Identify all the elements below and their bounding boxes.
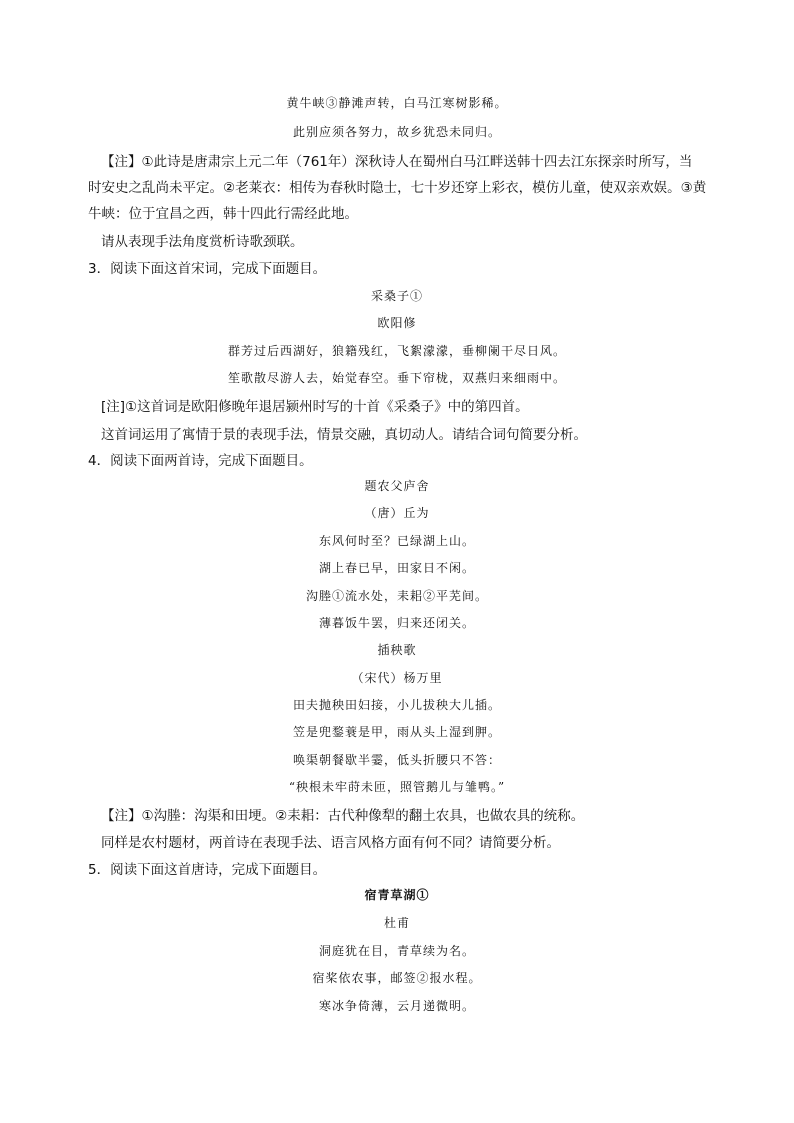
note-line: 时安史之乱尚未平定。②老莱衣：相传为春秋时隐士，七十岁还穿上彩衣，模仿儿童，使双亲欢娱。③黄 bbox=[88, 180, 707, 196]
poem-line: 湖上春已早，田家日不闲。 bbox=[318, 561, 475, 575]
poem-title: 插秧歌 bbox=[377, 643, 417, 657]
question-heading: 3．阅读下面这首宋词，完成下面题目。 bbox=[88, 261, 327, 277]
poem-line: 笙歌散尽游人去，始觉春空。垂下帘栊，双燕归来细雨中。 bbox=[227, 371, 566, 385]
question-heading: 5．阅读下面这首唐诗，完成下面题目。 bbox=[88, 862, 327, 878]
note-line: 牛峡：位于宜昌之西，韩十四此行需经此地。 bbox=[88, 206, 358, 222]
poem-author: 欧阳修 bbox=[377, 316, 417, 330]
poem-line: 群芳过后西湖好，狼籍残红，飞絮濛濛，垂柳阑干尽日风。 bbox=[227, 344, 566, 358]
poem-author: （宋代）杨万里 bbox=[351, 671, 443, 685]
note-line: [注]①这首词是欧阳修晚年退居颍州时写的十首《采桑子》中的第四首。 bbox=[101, 399, 529, 415]
poem-line: 洞庭犹在目，青草续为名。 bbox=[318, 944, 475, 958]
poem-line: “秧根未牢莳未匝，照管鹅儿与雏鸭。” bbox=[288, 780, 506, 794]
poem-line: 沟塍①流水处，耒耜②平芜间。 bbox=[305, 589, 488, 603]
poem-line: 唤渠朝餐歇半霎，低头折腰只不答： bbox=[292, 753, 501, 767]
poem-line: 宿桨依农事，邮签②报水程。 bbox=[312, 971, 482, 985]
poem-title: 采桑子① bbox=[370, 289, 423, 303]
poem-line: 黄牛峡③静滩声转，白马江寒树影稀。 bbox=[286, 96, 508, 110]
question-prompt: 这首词运用了寓情于景的表现手法，情景交融，真切动人。请结合词句简要分析。 bbox=[101, 427, 587, 443]
poem-line: 薄暮饭牛罢，归来还闭关。 bbox=[318, 616, 475, 630]
note-line: 【注】①沟塍：沟渠和田埂。②耒耜：古代种像犁的翻土农具，也做农具的统称。 bbox=[101, 808, 585, 824]
poem-title: 宿青草湖① bbox=[364, 888, 430, 902]
poem-line: 田夫抛秧田妇接，小儿拔秧大儿插。 bbox=[292, 698, 501, 712]
question-prompt: 请从表现手法角度赏析诗歌颈联。 bbox=[101, 234, 304, 250]
question-heading: 4．阅读下面两首诗，完成下面题目。 bbox=[88, 453, 313, 469]
note-line: 【注】①此诗是唐肃宗上元二年（761年）深秋诗人在蜀州白马江畔送韩十四去江东探亲时所写，当 bbox=[101, 154, 693, 170]
poem-author: 杜甫 bbox=[383, 916, 410, 930]
poem-line: 笠是兜鍪蓑是甲，雨从头上湿到胛。 bbox=[292, 725, 501, 739]
poem-title: 题农父庐舍 bbox=[364, 479, 430, 493]
question-prompt: 同样是农村题材，两首诗在表现手法、语言风格方面有何不同？请简要分析。 bbox=[101, 835, 560, 851]
poem-line: 东风何时至？已绿湖上山。 bbox=[318, 534, 475, 548]
poem-line: 此别应须各努力，故乡犹恐未同归。 bbox=[292, 125, 501, 139]
poem-line: 寒冰争倚薄，云月递微明。 bbox=[318, 999, 475, 1013]
poem-author: （唐）丘为 bbox=[364, 506, 430, 520]
